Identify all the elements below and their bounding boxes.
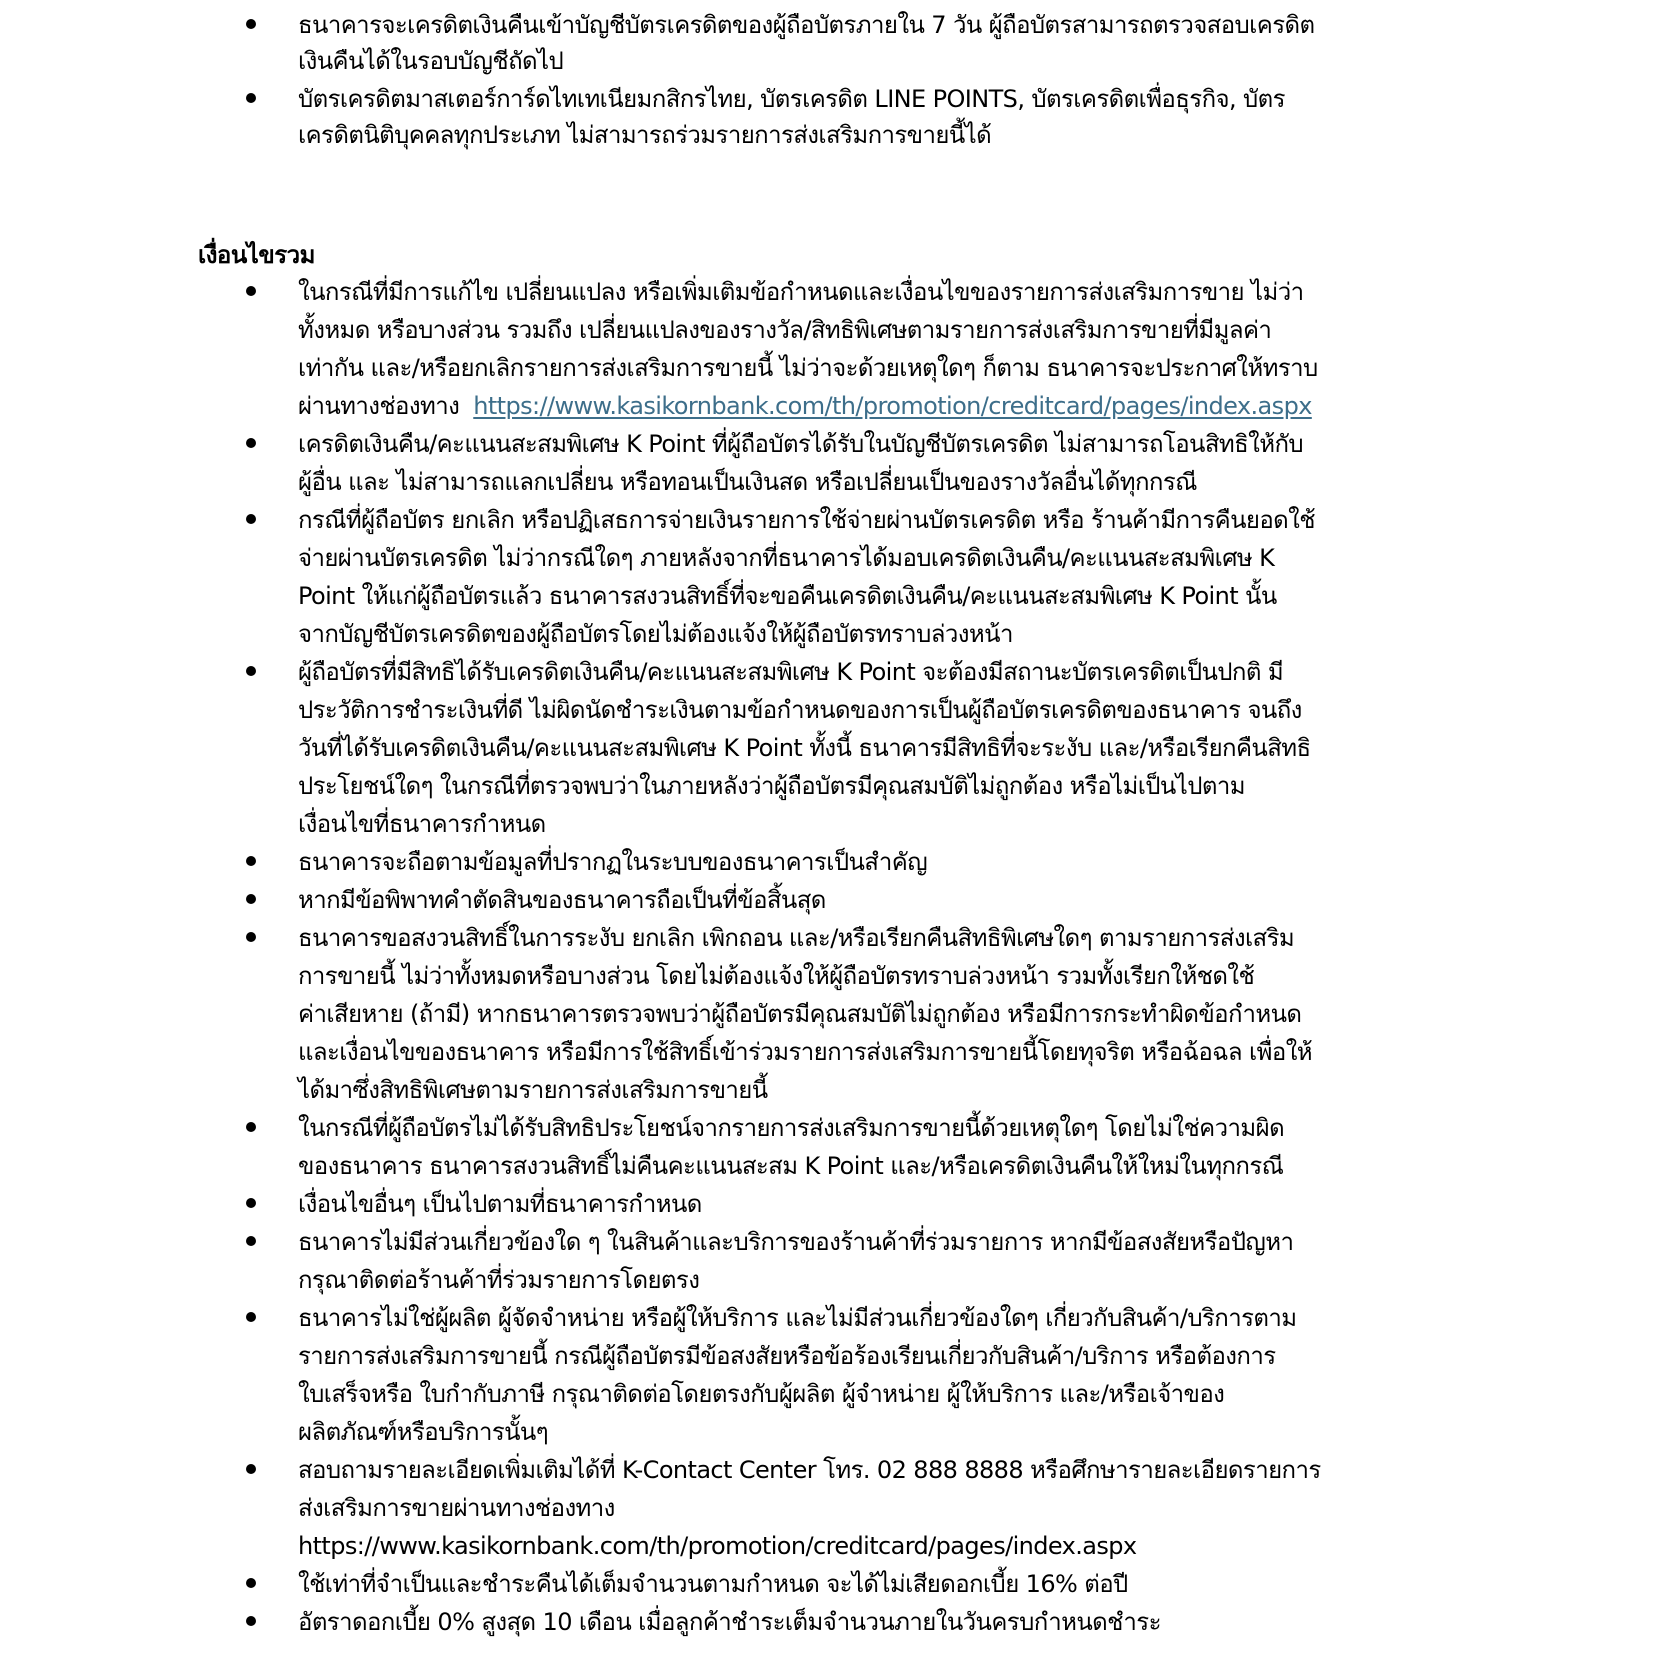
list-item-line: ประวัติการชำระเงินที่ดี ไม่ผิดนัดชำระเงินตามข้อกำหนดของการเป็นผู้ถือบัตรเครดิตของธนาคาร จนถึง: [298, 696, 1302, 724]
list-item-line: เงื่อนไขที่ธนาคารกำหนด: [298, 810, 546, 838]
list-item-text: ผ่านทางช่องทาง: [298, 392, 460, 420]
bullet-icon: [246, 666, 256, 676]
list-item-line: ใช้เท่าที่จำเป็นและชำระคืนได้เต็มจำนวนตามกำหนด จะได้ไม่เสียดอกเบี้ย 16% ต่อปี: [298, 1570, 1128, 1598]
list-item-line: ของธนาคาร ธนาคารสงวนสิทธิ์ไม่คืนคะแนนสะสม K Point และ/หรือเครดิตเงินคืนให้ใหม่ในทุกกรณี: [298, 1152, 1284, 1180]
bullet-icon: [246, 856, 256, 866]
list-item-line: ผลิตภัณฑ์หรือบริการนั้นๆ: [298, 1418, 549, 1446]
bullet-icon: [246, 894, 256, 904]
list-item-line: เครดิตเงินคืน/คะแนนสะสมพิเศษ K Point ที่ผู้ถือบัตรได้รับในบัญชีบัตรเครดิต ไม่สามารถโอนสิทธิให้กับ: [298, 430, 1304, 458]
list-item-line: กรุณาติดต่อร้านค้าที่ร่วมรายการโดยตรง: [298, 1266, 700, 1294]
list-item-line: ธนาคารจะเครดิตเงินคืนเข้าบัญชีบัตรเครดิตของผู้ถือบัตรภายใน 7 วัน ผู้ถือบัตรสามารถตรวจสอบเครดิต: [298, 11, 1315, 39]
list-item-line: [298, 387, 1312, 425]
list-item-line: ประโยชน์ใดๆ ในกรณีที่ตรวจพบว่าในภายหลังว่าผู้ถือบัตรมีคุณสมบัติไม่ถูกต้อง หรือไม่เป็นไปตาม: [298, 772, 1245, 800]
bullet-icon: [246, 1312, 256, 1322]
list-item-line: ธนาคารไม่มีส่วนเกี่ยวข้องใด ๆ ในสินค้าและบริการของร้านค้าที่ร่วมรายการ หากมีข้อสงสัยหรือปัญหา: [298, 1228, 1294, 1256]
list-item-line: รายการส่งเสริมการขายนี้ กรณีผู้ถือบัตรมีข้อสงสัยหรือข้อร้องเรียนเกี่ยวกับสินค้า/บริการ หรือต้องการ: [298, 1342, 1276, 1370]
bullet-icon: [246, 286, 256, 296]
bullet-icon: [246, 93, 256, 103]
list-item-line: ค่าเสียหาย (ถ้ามี) หากธนาคารตรวจพบว่าผู้ถือบัตรมีคุณสมบัติไม่ถูกต้อง หรือมีการกระทำผิดข้อกำหนด: [298, 1000, 1302, 1028]
bullet-icon: [246, 932, 256, 942]
list-item-line: หากมีข้อพิพาทคำตัดสินของธนาคารถือเป็นที่ข้อสิ้นสุด: [298, 886, 826, 914]
bullet-icon: [246, 514, 256, 524]
list-item-line: ได้มาซึ่งสิทธิพิเศษตามรายการส่งเสริมการขายนี้: [298, 1076, 768, 1104]
list-item-line: จากบัญชีบัตรเครดิตของผู้ถือบัตรโดยไม่ต้องแจ้งให้ผู้ถือบัตรทราบล่วงหน้า: [298, 620, 1013, 648]
list-item-line: Point ให้แก่ผู้ถือบัตรแล้ว ธนาคารสงวนสิทธิ์ที่จะขอคืนเครดิตเงินคืน/คะแนนสะสมพิเศษ K Point นั้น: [298, 582, 1277, 610]
list-item-line: เงินคืนได้ในรอบบัญชีถัดไป: [298, 47, 564, 75]
list-item-line: ผู้อื่น และ ไม่สามารถแลกเปลี่ยน หรือทอนเป็นเงินสด หรือเปลี่ยนเป็นของรางวัลอื่นได้ทุกกรณี: [298, 468, 1197, 496]
bullet-icon: [246, 1616, 256, 1626]
bullet-icon: [246, 1578, 256, 1588]
contact-url-text: https://www.kasikornbank.com/th/promotion/creditcard/pages/index.aspx: [298, 1532, 1137, 1560]
bullet-icon: [246, 19, 256, 29]
list-item-line: ผู้ถือบัตรที่มีสิทธิได้รับเครดิตเงินคืน/คะแนนสะสมพิเศษ K Point จะต้องมีสถานะบัตรเครดิตเป็นปกติ มี: [298, 658, 1284, 686]
list-item-line: ทั้งหมด หรือบางส่วน รวมถึง เปลี่ยนแปลงของรางวัล/สิทธิพิเศษตามรายการส่งเสริมการขายที่มีมูลค่า: [298, 316, 1272, 344]
bullet-icon: [246, 438, 256, 448]
list-item-line: บัตรเครดิตมาสเตอร์การ์ดไทเทเนียมกสิกรไทย, บัตรเครดิต LINE POINTS, บัตรเครดิตเพื่อธุรกิจ, บัตร: [298, 85, 1285, 113]
list-item-line: ในกรณีที่มีการแก้ไข เปลี่ยนแปลง หรือเพิ่มเติมข้อกำหนดและเงื่อนไขของรายการส่งเสริมการขาย ไม่ว่า: [298, 278, 1304, 306]
list-item-line: การขายนี้ ไม่ว่าทั้งหมดหรือบางส่วน โดยไม่ต้องแจ้งให้ผู้ถือบัตรทราบล่วงหน้า รวมทั้งเรียกให้ชดใช้: [298, 962, 1255, 990]
list-item-line: ใบเสร็จหรือ ใบกำกับภาษี กรุณาติดต่อโดยตรงกับผู้ผลิต ผู้จำหน่าย ผู้ให้บริการ และ/หรือเจ้าของ: [298, 1380, 1225, 1408]
list-item-line: ธนาคารไม่ใช่ผู้ผลิต ผู้จัดจำหน่าย หรือผู้ให้บริการ และไม่มีส่วนเกี่ยวข้องใดๆ เกี่ยวกับสินค้า/บริการตาม: [298, 1304, 1297, 1332]
bullet-icon: [246, 1122, 256, 1132]
bullet-icon: [246, 1464, 256, 1474]
list-item-line: เท่ากัน และ/หรือยกเลิกรายการส่งเสริมการขายนี้ ไม่ว่าจะด้วยเหตุใดๆ ก็ตาม ธนาคารจะประกาศให้ทราบ: [298, 354, 1318, 382]
bullet-icon: [246, 1198, 256, 1208]
section-heading: เงื่อนไขรวม: [198, 241, 315, 269]
list-item-line: ธนาคารจะถือตามข้อมูลที่ปรากฏในระบบของธนาคารเป็นสำคัญ: [298, 848, 928, 876]
list-item-line: เครดิตนิติบุคคลทุกประเภท ไม่สามารถร่วมรายการส่งเสริมการขายนี้ได้: [298, 121, 992, 149]
bullet-icon: [246, 1236, 256, 1246]
list-item-line: กรณีที่ผู้ถือบัตร ยกเลิก หรือปฏิเสธการจ่ายเงินรายการใช้จ่ายผ่านบัตรเครดิต หรือ ร้านค้ามีการคืนยอดใช้: [298, 506, 1315, 534]
list-item-line: และเงื่อนไขของธนาคาร หรือมีการใช้สิทธิ์เข้าร่วมรายการส่งเสริมการขายนี้โดยทุจริต หรือฉ้อฉล เพื่อให้: [298, 1038, 1313, 1066]
promotion-link[interactable]: https://www.kasikornbank.com/th/promotion/creditcard/pages/index.aspx: [473, 392, 1312, 420]
list-item-line: ส่งเสริมการขายผ่านทางช่องทาง: [298, 1494, 615, 1522]
list-item-line: เงื่อนไขอื่นๆ เป็นไปตามที่ธนาคารกำหนด: [298, 1190, 702, 1218]
list-item-line: วันที่ได้รับเครดิตเงินคืน/คะแนนสะสมพิเศษ K Point ทั้งนี้ ธนาคารมีสิทธิที่จะระงับ และ/หรือเรียกคืนสิทธิ: [298, 734, 1311, 762]
list-item-line: อัตราดอกเบี้ย 0% สูงสุด 10 เดือน เมื่อลูกค้าชำระเต็มจำนวนภายในวันครบกำหนดชำระ: [298, 1608, 1161, 1636]
list-item-line: ธนาคารขอสงวนสิทธิ์ในการระงับ ยกเลิก เพิกถอน และ/หรือเรียกคืนสิทธิพิเศษใดๆ ตามรายการส่งเสริม: [298, 924, 1295, 952]
list-item-line: สอบถามรายละเอียดเพิ่มเติมได้ที่ K-Contact Center โทร. 02 888 8888 หรือศึกษารายละเอียดรายการ: [298, 1456, 1321, 1484]
list-item-line: จ่ายผ่านบัตรเครดิต ไม่ว่ากรณีใดๆ ภายหลังจากที่ธนาคารได้มอบเครดิตเงินคืน/คะแนนสะสมพิเศษ K: [298, 544, 1275, 572]
list-item-line: ในกรณีที่ผู้ถือบัตรไม่ได้รับสิทธิประโยชน์จากรายการส่งเสริมการขายนี้ด้วยเหตุใดๆ โดยไม่ใช่ความผิด: [298, 1114, 1285, 1142]
